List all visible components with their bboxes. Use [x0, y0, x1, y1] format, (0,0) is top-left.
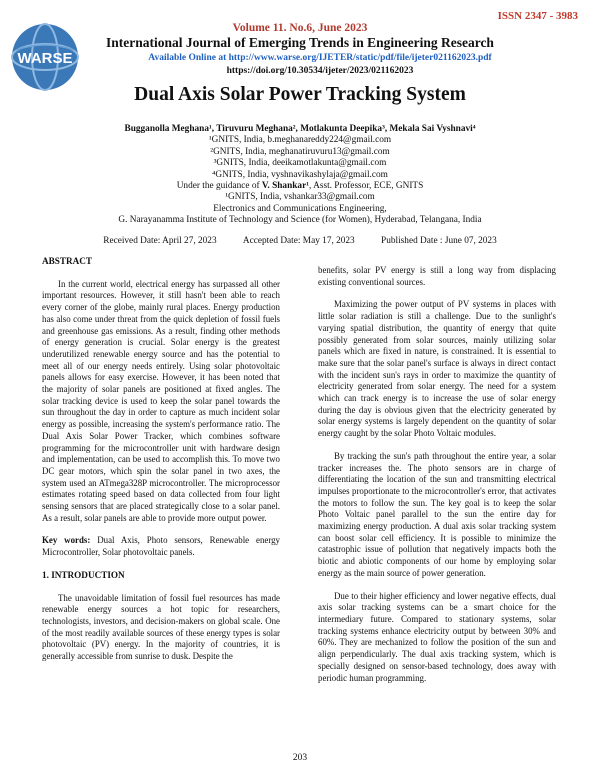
guidance-prefix: Under the guidance of	[176, 181, 262, 192]
paper-title: Dual Axis Solar Power Tracking System	[134, 84, 466, 105]
department: Electronics and Communications Engineering,	[213, 203, 387, 214]
right-paragraph-0: benefits, solar PV energy is still a long way from displacing existing conventional sources.	[318, 265, 556, 287]
right-paragraph-3: Due to their higher efficiency and lower negative effects, dual axis solar tracking systems can be a smart choice for the intermediary future. Compared to stationary systems, solar tracking systems enhance electricity output by between 30% and 60%. They are mechanized to follow the position of the sun and align perpendicularly. The dual axis tracking system, which is specially designed on sensor-based technology, does away with periodic human programming.	[318, 590, 556, 683]
dates-line	[0, 236, 600, 246]
keywords-text: Dual Axis, Photo sensors, Renewable energy Microcontroller, Solar photovoltaic panels.	[42, 535, 280, 558]
accepted-date: Accepted Date: May 17, 2023	[242, 236, 355, 246]
author-names: Bugganolla Meghana¹, Tiruvuru Meghana², Motlakunta Deepika³, Mekala Sai Vyshnavi⁴	[124, 124, 476, 134]
affiliation-4: ⁴GNITS, India, vyshnavikashylaja@gmail.com	[212, 169, 388, 180]
guide-affiliation: ¹GNITS, India, vshankar33@gmail.com	[225, 192, 375, 203]
issn: ISSN 2347 - 3983	[497, 10, 578, 22]
intro-heading: 1. INTRODUCTION	[42, 569, 125, 580]
abstract-heading: ABSTRACT	[42, 256, 93, 266]
guidance-suffix: , Asst. Professor, ECE, GNITS	[308, 181, 424, 192]
received-date: Received Date: April 27, 2023	[103, 236, 217, 246]
right-paragraph-1: Maximizing the power output of PV systems in places with little solar radiation is still a challenge. Due to the sunlight's varying spatial distribution, the quantity of energy that quite possibly generated from solar sources, mainly utilizing solar panels which are fixed in nature, is constrained. It is essential to make sure that the solar panel's surface is always in direct contact with the incident sun's rays in order to maximize the quantity of electricity generated from solar energy. The need for a system which can track energy is to increase the use of solar energy during the day is obvious given that the electricity generated by solar energy systems is largely dependent on the quantity of solar energy caught by the solar Photo Voltaic modules.	[318, 299, 556, 439]
affiliation-3: ³GNITS, India, deeikamotlakunta@gmail.com	[213, 158, 387, 169]
doi-link[interactable]: https://doi.org/10.30534/ijeter/2023/021162023	[226, 66, 414, 76]
guide-name: V. Shankar¹	[261, 181, 309, 192]
author-block	[0, 124, 600, 227]
volume-info: Volume 11. No.6, June 2023	[232, 22, 368, 34]
keywords	[42, 535, 280, 558]
right-column	[318, 265, 556, 695]
right-paragraph-2: By tracking the sun's path throughout the entire year, a solar tracker increases the. The photo sensors are in charge of differentiating the location of the sun and transmitting electrical impulses proportionate to the microcontroller's error, that activates the motors to follow the sun. The key goal is to keep the solar Photo Voltaic panel parallel to the sun the entire day for maximizing energy production. A dual axis solar tracking system can boost solar cell efficiency. It is possible to minimize the catastrophic issue of pollution that negatively impacts both the biotic and abiotic components of our home by employing solar energy as the main source of power generation.	[318, 450, 556, 578]
affiliation-1: ¹GNITS, India, b.meghanareddy224@gmail.com	[208, 135, 392, 146]
keywords-label: Key words:	[42, 535, 91, 546]
online-link[interactable]: Available Online at http://www.warse.org/IJETER/static/pdf/file/ijeter021162023.pdf	[148, 53, 492, 63]
institute: G. Narayanamma Institute of Technology and Science (for Women), Hyderabad, Telangana, India	[118, 215, 482, 226]
page-number: 203	[292, 753, 308, 763]
affiliation-2: ²GNITS, India, meghanatiruvuru13@gmail.com	[210, 146, 390, 157]
abstract-text: In the current world, electrical energy has surpassed all other important resources. However, it still hasn't been able to reach every corner of the globe, mainly rural places. Energy production has also come under threat from the quick depletion of fossil fuels and greenhouse gas emissions. As a result, finding other methods of energy generation is crucial. Solar energy is the greatest underutilized renewable energy source and has the potential to meet all of our energy needs entirely. Using solar photovoltaic panels allows for easy exercise. However, it has been noted that the majority of solar panels are positioned at fixed angles. The solar tracking device is used to keep the solar panel towards the sun throughout the day in order to capture as much incident solar energy as possible, increasing the system's performance ratio. The Dual Axis Solar Power Tracker, which combines software programming for the microcontroller unit with hardware design and implementation, can be used to accomplish this. To move two DC gear motors, which spin the solar panel in two axes, the system used an ATmega328P microcontroller. The microprocessor estimates rotating speed based on data collected from four light sensing sensors that are placed strategically close to a solar panel. As a result, solar panels are able to provide more output power.	[42, 278, 280, 523]
left-column	[42, 256, 280, 674]
guidance-line	[0, 181, 600, 192]
intro-paragraph-1: The unavoidable limitation of fossil fuel resources has made renewable energy sources a hot topic for researchers, technologists, investors, and decision-makers on global scale. One of the most readily available sources of these energy types is solar photovoltaic (PV) energy. In the majority of countries, it is generally accessible from sunrise to dusk. Despite the	[42, 592, 280, 662]
published-date: Published Date : June 07, 2023	[381, 236, 497, 246]
svg-text:WARSE: WARSE	[17, 50, 73, 67]
journal-name: International Journal of Emerging Trends in Engineering Research	[106, 35, 494, 50]
